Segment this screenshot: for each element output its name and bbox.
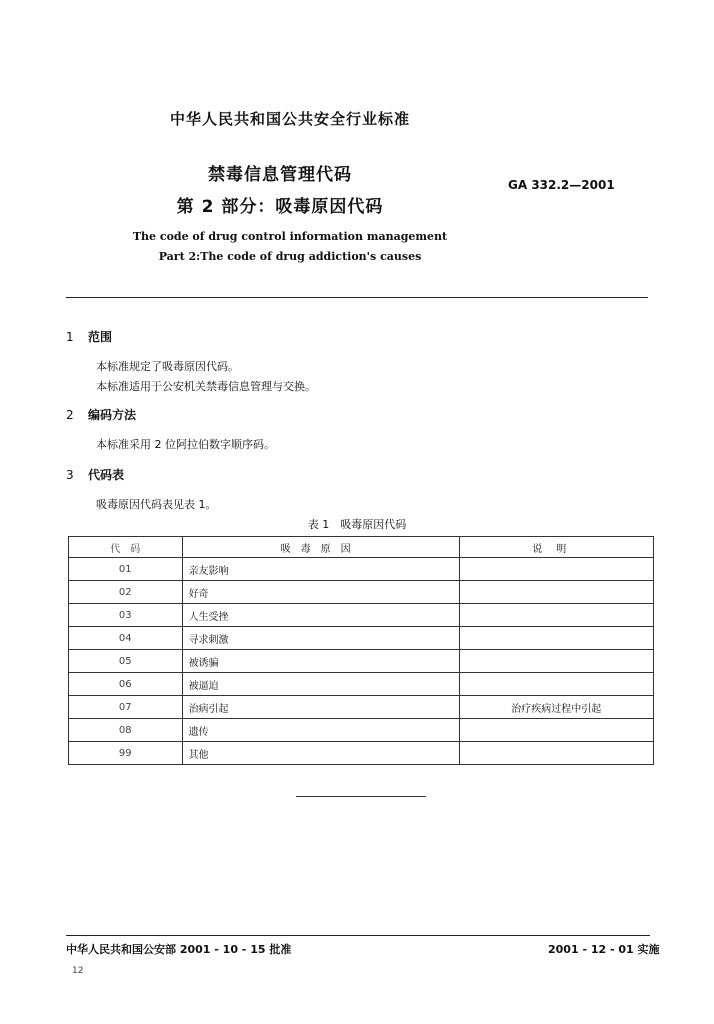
reason-cell: 寻求刺激 <box>182 627 459 650</box>
implementation-date: 2001 - 12 - 01 实施 <box>548 943 660 956</box>
paragraph: 本标准规定了吸毒原因代码。 <box>96 360 239 373</box>
code-cell: 06 <box>69 673 183 696</box>
paragraph: 本标准采用 2 位阿拉伯数字顺序码。 <box>96 438 275 451</box>
page-number: 12 <box>72 966 84 976</box>
note-cell <box>459 719 653 742</box>
footer-divider <box>66 935 650 936</box>
code-table <box>68 536 654 765</box>
note-cell <box>459 650 653 673</box>
document-title: 禁毒信息管理代码 <box>208 165 352 185</box>
note-cell <box>459 558 653 581</box>
code-cell: 01 <box>69 558 183 581</box>
document-subtitle: 第 2 部分：吸毒原因代码 <box>176 197 384 217</box>
section-heading-scope <box>66 328 112 345</box>
approval-statement: 中华人民共和国公安部 2001 - 10 - 15 批准 <box>66 943 292 956</box>
note-cell: 治疗疾病过程中引起 <box>459 696 653 719</box>
section-heading-code-table <box>66 466 124 483</box>
header-reason: 吸毒原因 <box>182 537 459 558</box>
paragraph: 本标准适用于公安机关禁毒信息管理与交换。 <box>96 380 316 393</box>
code-cell: 05 <box>69 650 183 673</box>
header-divider <box>66 297 648 298</box>
header-note: 说明 <box>459 537 653 558</box>
code-cell: 02 <box>69 581 183 604</box>
code-cell: 08 <box>69 719 183 742</box>
standard-number: GA 332.2—2001 <box>508 178 615 192</box>
table-row <box>69 627 654 650</box>
code-cell: 03 <box>69 604 183 627</box>
note-cell <box>459 604 653 627</box>
section-title: 范围 <box>88 330 113 344</box>
code-cell: 04 <box>69 627 183 650</box>
paragraph: 吸毒原因代码表见表 1。 <box>96 498 217 511</box>
section-number: 3 <box>66 468 74 482</box>
table-header-row <box>69 537 654 558</box>
reason-cell: 亲友影响 <box>182 558 459 581</box>
table-row <box>69 581 654 604</box>
reason-cell: 遗传 <box>182 719 459 742</box>
reason-cell: 治病引起 <box>182 696 459 719</box>
section-number: 2 <box>66 408 74 422</box>
section-heading-coding-method <box>66 406 136 423</box>
table-caption: 表 1 吸毒原因代码 <box>307 518 407 531</box>
table-row <box>69 719 654 742</box>
note-cell <box>459 742 653 765</box>
reason-cell: 人生受挫 <box>182 604 459 627</box>
table-row <box>69 673 654 696</box>
section-title: 编码方法 <box>88 408 137 422</box>
reason-cell: 其他 <box>182 742 459 765</box>
code-cell: 07 <box>69 696 183 719</box>
note-cell <box>459 581 653 604</box>
header-code: 代 码 <box>69 537 183 558</box>
note-cell <box>459 673 653 696</box>
reason-cell: 被诱骗 <box>182 650 459 673</box>
reason-cell: 好奇 <box>182 581 459 604</box>
table-row <box>69 742 654 765</box>
table-row <box>69 558 654 581</box>
note-cell <box>459 627 653 650</box>
reason-cell: 被逼迫 <box>182 673 459 696</box>
english-subtitle: Part 2:The code of drug addiction's causes <box>158 250 422 263</box>
table-row <box>69 696 654 719</box>
code-cell: 99 <box>69 742 183 765</box>
standard-type-header: 中华人民共和国公共安全行业标准 <box>169 110 410 128</box>
section-number: 1 <box>66 330 74 344</box>
english-title: The code of drug control information management <box>132 230 448 243</box>
table-row <box>69 604 654 627</box>
table-row <box>69 650 654 673</box>
section-title: 代码表 <box>88 468 125 482</box>
end-of-text-rule <box>296 796 426 797</box>
